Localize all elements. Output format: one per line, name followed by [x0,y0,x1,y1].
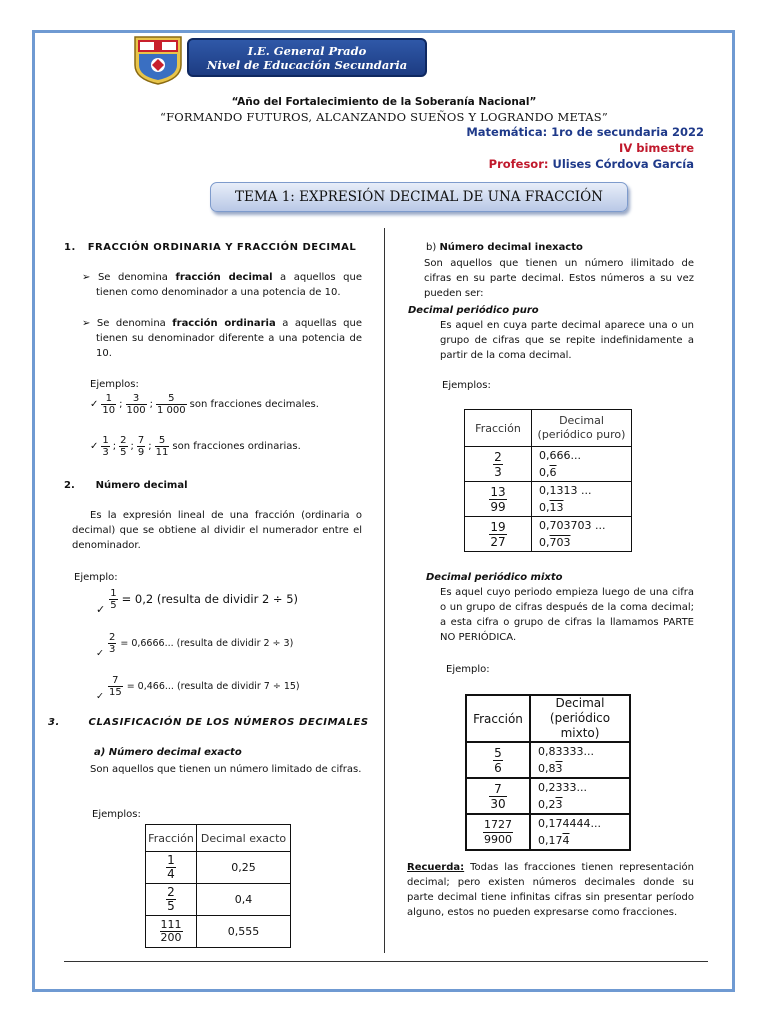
denominator: 5 [167,899,175,913]
exact-decimal-title: a) Número decimal exacto [94,747,242,758]
decimal-period: 6 [549,466,557,479]
inexact-decimal-title: Número decimal inexacto [439,242,583,253]
denominator: 200 [160,931,182,944]
denominator: 27 [490,534,506,549]
numerator: 1 [110,588,117,599]
denominator: 5 [110,600,117,611]
decimal-base: 0,17 [538,834,563,847]
check-icon: ✓ [96,648,104,659]
table-row [146,884,291,916]
numerator: 5 [156,393,187,405]
fraction [137,435,145,458]
division-example-1 [96,588,299,616]
denominator: 15 [108,687,122,698]
decimal-period: 3 [555,798,563,811]
subsection-label: b) [426,242,437,253]
decimal-expanded: 0,2333... [538,781,587,794]
fraction [493,450,503,479]
arrow-bullet-icon: ➢ [82,318,91,329]
example-caption: = 0,466... (resulta de dividir 7 ÷ 15) [126,681,300,692]
teacher-name: Ulises Córdova García [552,157,694,171]
table-header [532,410,632,447]
teacher-label: Profesor: [488,157,549,171]
decimal-base: 0, [539,536,550,549]
fraction [119,435,127,458]
fraction [155,435,170,458]
section1-examples-label: Ejemplos: [90,379,139,390]
section2-definition: Es la expresión lineal de una fracción (ordinaria o decimal) que se obtiene al dividir el numerador entre el denominador. [72,510,362,551]
example-caption: = 0,6666... (resulta de dividir 2 ÷ 3) [120,638,294,649]
bullet-ordinary-fraction [82,316,362,361]
fraction [126,393,147,416]
denominator: 10 [102,405,116,416]
denominator: 30 [490,796,506,811]
decimal-base: 0, [539,501,550,514]
table-header-line: (periódico mixto) [549,711,611,740]
check-icon: ✓ [96,691,104,702]
decimal-value [532,482,632,517]
arrow-bullet-icon: ➢ [82,272,91,283]
topic-title: TEMA 1: EXPRESIÓN DECIMAL DE UNA FRACCIÓN [210,182,628,212]
table-row [146,852,291,884]
numerator: 1727 [484,817,512,831]
course-label: Matemática: 1ro de secundaria 2022 [466,125,704,139]
numerator: 7 [137,435,145,446]
decimal-expanded: 0,174444... [538,817,601,830]
fraction [108,675,123,698]
exact-decimal-text: Son aquellos que tienen un número limitado de cifras. [90,764,362,775]
decimal-value [530,814,630,850]
fraction [166,886,176,913]
numerator: 5 [494,745,502,760]
mixed-periodic-table [465,694,631,851]
table-header: Decimal exacto [197,825,291,852]
decimal-expanded: 0,83333... [538,745,594,758]
numerator: 7 [108,675,123,687]
decimal-base: 0,2 [538,798,556,811]
decimal-value [532,517,632,552]
remember-label: Recuerda: [407,862,465,873]
mixed-periodic-text: Es aquel cuyo periodo empieza luego de una cifra o un grupo de cifras después de la coma decimal; a esta cifra o grupo de cifras la llamamos PARTE NO PERIÓDICA. [440,587,694,643]
section2-heading [64,478,188,493]
decimal-base: 0, [539,466,550,479]
table-row [146,916,291,948]
bullet-text: Se denomina [97,272,176,283]
decimal-expanded: 0,703703 ... [539,519,606,532]
numerator: 5 [155,435,170,447]
table-row [465,447,632,482]
denominator: 9 [137,447,145,458]
check-icon: ✓ [90,399,99,410]
table-header: Fracción [146,825,197,852]
term-fraccion-decimal: fracción decimal [175,272,273,283]
table-header: Fracción [466,695,530,742]
decimal-value: 0,555 [197,916,291,948]
exact-decimal-table [145,824,291,948]
ordinary-fraction-examples: ✓ $\frac{1}{3}$ ; $\frac{2}{5}$ ; $\frac{7}{9}$ ; $\frac{5}{11}$ son fracciones ordinarias. [90,435,301,458]
decimal-period: 703 [549,536,571,549]
table-header-line: Decimal [555,696,605,710]
table-header: Fracción [465,410,532,447]
check-icon: ✓ [90,441,99,452]
table-row [466,814,630,850]
school-motto: “FORMANDO FUTUROS, ALCANZANDO SUEÑOS Y LOGRANDO METAS” [160,110,608,124]
school-name: I.E. General Prado [247,44,367,58]
fraction [489,520,506,549]
check-icon: ✓ [96,603,106,616]
numerator: 3 [126,393,147,405]
fraction [156,393,187,416]
decimal-value: 0,4 [197,884,291,916]
section3-title: CLASIFICACIÓN DE LOS NÚMEROS DECIMALES [88,717,369,728]
remember-note [407,860,694,920]
mixed-periodic-title: Decimal periódico mixto [426,572,563,583]
decimal-value [530,742,630,778]
mixed-example-label: Ejemplo: [446,664,490,675]
denominator: 3 [108,644,116,655]
pure-examples-label: Ejemplos: [442,380,491,391]
decimal-period: 4 [562,834,570,847]
fraction [166,854,176,881]
fraction [160,919,183,944]
section2-example-label: Ejemplo: [74,572,118,583]
fraction [489,782,506,811]
denominator: 1 000 [156,405,186,416]
column-divider [384,228,385,953]
example-caption: son fracciones decimales. [189,399,319,410]
numerator: 2 [108,632,116,643]
school-level: Nivel de Educación Secundaria [206,58,408,72]
denominator: 9900 [484,832,512,846]
table-row [465,482,632,517]
decimal-base: 0,8 [538,762,556,775]
denominator: 6 [494,760,502,775]
section1-heading [64,240,356,255]
example-caption: = 0,2 (resulta de dividir 2 ÷ 5) [121,592,299,606]
numerator: 1 [167,853,175,867]
fraction [108,632,116,655]
decimal-value: 0,25 [197,852,291,884]
decimal-value [530,778,630,814]
numerator: 7 [489,782,506,797]
denominator: 4 [167,867,175,881]
inexact-decimal-heading [426,240,583,255]
fraction [483,818,513,847]
numerator: 2 [167,885,175,899]
term-fraccion-ordinaria: fracción ordinaria [172,318,276,329]
denominator: 100 [126,405,146,416]
numerator: 2 [494,449,502,464]
year-motto: “Año del Fortalecimiento de la Soberanía Nacional” [231,96,537,108]
table-row [465,517,632,552]
table-header-line: Decimal [559,414,604,427]
teacher-line [489,157,694,171]
section1-number: 1. [64,242,76,253]
decimal-period: 3 [555,762,563,775]
denominator: 3 [494,464,502,479]
inexact-decimal-text: Son aquellos que tienen un número ilimitado de cifras en su parte decimal. Estos números a su vez pueden ser: [424,258,694,299]
fraction [109,588,117,611]
decimal-value [532,447,632,482]
term-label: IV bimestre [619,141,694,155]
fraction [493,746,503,775]
remember-text: Todas las fracciones tienen representación decimal; pero existen números decimales donde su parte decimal tiene infinitas cifras sin presentar período alguno, estos no pueden expresarse como fracciones. [407,862,694,918]
numerator: 1 [102,435,109,446]
numerator: 1 [101,393,116,405]
decimal-expanded: 0,1313 ... [539,484,592,497]
pure-periodic-table [464,409,632,552]
example-caption: son fracciones ordinarias. [172,441,301,452]
school-emblem-logo [132,35,184,85]
school-banner [187,38,427,77]
pure-periodic-title: Decimal periódico puro [408,305,539,316]
bullet-text: a aquellas que tienen su denominador diferente a una potencia de 10. [96,318,362,359]
table-row [466,742,630,778]
decimal-expanded: 0,666... [539,449,581,462]
numerator: 111 [160,918,182,931]
footer-rule [64,961,708,962]
exact-examples-label: Ejemplos: [92,809,141,820]
table-header [530,695,630,742]
bullet-text: a aquellos que tienen como denominador a una potencia de 10. [96,272,362,298]
section2-number: 2. [64,480,75,491]
pure-periodic-text: Es aquel en cuya parte decimal aparece una o un grupo de cifras que se repite indefinidamente a partir de la coma decimal. [440,320,694,361]
fraction [101,393,116,416]
decimal-fraction-examples: ✓ $\frac{1}{10}$ ; $\frac{3}{100}$ ; $\frac{5}{1 000}$ son fracciones decimales. [90,393,319,416]
table-header-line: (periódico puro) [537,428,626,441]
denominator: 11 [155,447,169,458]
division-example-3 [96,675,300,702]
fraction [101,435,109,458]
bullet-decimal-fraction [82,270,362,300]
numerator: 19 [490,519,506,534]
section2-title: Número decimal [95,480,188,491]
division-example-2 [96,632,294,659]
decimal-period: 13 [549,501,564,514]
section3-heading [48,715,369,730]
numerator: 13 [490,484,506,499]
numerator: 2 [120,435,127,446]
fraction [489,485,506,514]
denominator: 3 [102,447,109,458]
section3-number: 3. [48,717,60,728]
section1-title: FRACCIÓN ORDINARIA Y FRACCIÓN DECIMAL [87,242,357,253]
bullet-text: Se denomina [96,318,173,329]
denominator: 5 [120,447,127,458]
denominator: 99 [490,499,506,514]
table-row [466,778,630,814]
